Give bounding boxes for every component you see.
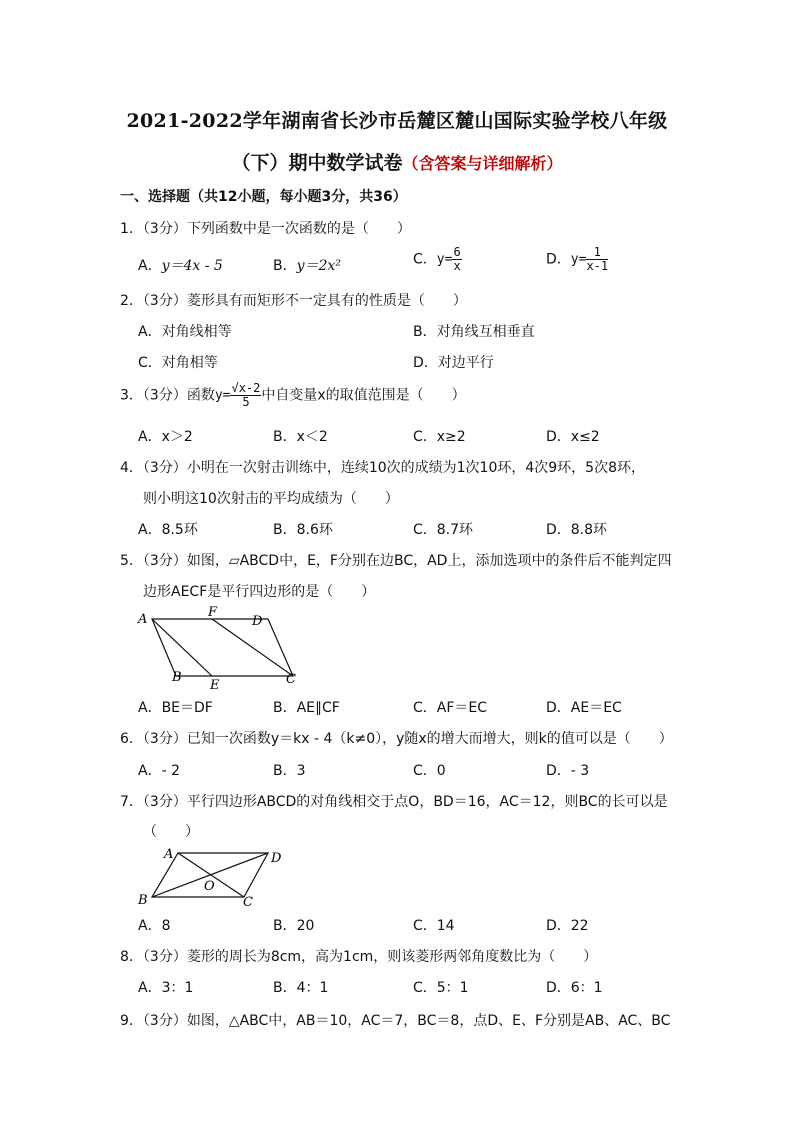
q7-option-b: B．20 — [273, 918, 315, 934]
subtitle-main: （下）期中数学试卷 — [231, 152, 403, 174]
q3-option-c: C．x≥2 — [413, 429, 466, 445]
label-d: D — [271, 851, 282, 866]
label-e: E — [210, 678, 220, 691]
page-subtitle — [0, 148, 794, 175]
q8-option-c: C．5：1 — [413, 980, 469, 996]
q4-option-b: B．8.6环 — [273, 522, 333, 538]
q4-option-a: A．8.5环 — [138, 522, 198, 538]
q2-option-d: D．对边平行 — [413, 355, 494, 371]
q1-option-d: D．y= $\frac{1}{x-1}$ — [546, 245, 609, 273]
q6-option-d: D．- 3 — [546, 763, 590, 779]
q2-option-a: A．对角线相等 — [138, 324, 232, 340]
q8-option-b: B．4：1 — [273, 980, 329, 996]
label-d: D — [252, 614, 263, 629]
label-a: A — [164, 847, 174, 862]
label-b: B — [138, 893, 148, 908]
q1-option-b: B．y＝2x² — [273, 258, 341, 274]
q4-stem-line2: 则小明这10次射击的平均成绩为（ ） — [143, 491, 399, 507]
q8-stem: 8．（3分）菱形的周长为8cm，高为1cm，则该菱形两邻角度数比为（ ） — [120, 949, 598, 965]
q3-stem: 3．（3分）函数y= $\frac{√x-2}{5}$ 中自变量x的取值范围是（ ） — [120, 381, 466, 409]
q7-option-d: D．22 — [546, 918, 589, 934]
label-c: C — [243, 895, 253, 910]
answer-note: （含答案与详细解析） — [402, 154, 563, 173]
q7-figure — [130, 842, 290, 910]
q6-option-b: B．3 — [273, 763, 306, 779]
segment-ae — [152, 619, 212, 676]
parallelogram-abcd — [152, 619, 293, 676]
q7-option-c: C．14 — [413, 918, 455, 934]
q5-option-d: D．AE＝EC — [546, 700, 622, 716]
q3-option-b: B．x＜2 — [273, 429, 328, 445]
q5-figure — [130, 603, 310, 691]
q7-stem-line1: 7．（3分）平行四边形ABCD的对角线相交于点O，BD＝16，AC＝12，则BC的长可以是 — [120, 794, 668, 810]
q3-option-a: A．x＞2 — [138, 429, 193, 445]
q6-stem: 6．（3分）已知一次函数y＝kx - 4（k≠0），y随x的增大而增大，则k的值可以是（ ） — [120, 731, 673, 747]
q9-stem: 9．（3分）如图，△ABC中，AB＝10，AC＝7，BC＝8，点D、E、F分别是AB、AC、BC — [120, 1013, 671, 1029]
q2-option-b: B．对角线互相垂直 — [413, 324, 535, 340]
q4-option-c: C．8.7环 — [413, 522, 474, 538]
q3-option-d: D．x≤2 — [546, 429, 600, 445]
q5-option-c: C．AF＝EC — [413, 700, 488, 716]
q5-stem-line2: 边形AECF是平行四边形的是（ ） — [143, 584, 376, 600]
q1-option-c: C．y= $\frac{6}{x}$ — [413, 245, 461, 273]
q4-option-d: D．8.8环 — [546, 522, 608, 538]
section-heading: 一、选择题（共12小题，每小题3分，共36） — [120, 189, 407, 205]
label-f: F — [208, 605, 218, 620]
q6-option-c: C．0 — [413, 763, 446, 779]
label-c: C — [286, 672, 296, 687]
label-a: A — [138, 612, 148, 627]
label-o: O — [204, 879, 215, 894]
q5-option-b: B．AE∥CF — [273, 700, 340, 716]
q8-option-a: A．3：1 — [138, 980, 194, 996]
q8-option-d: D．6：1 — [546, 980, 603, 996]
q2-stem: 2．（3分）菱形具有而矩形不一定具有的性质是（ ） — [120, 293, 467, 309]
q2-option-c: C．对角相等 — [138, 355, 218, 371]
label-b: B — [172, 670, 182, 685]
q7-stem-line2: （ ） — [143, 824, 199, 840]
q7-option-a: A．8 — [138, 918, 171, 934]
q1-stem: 1．（3分）下列函数中是一次函数的是（ ） — [120, 221, 411, 237]
q6-option-a: A．- 2 — [138, 763, 180, 779]
page-title: 2021-2022学年湖南省长沙市岳麓区麓山国际实验学校八年级 — [126, 110, 668, 132]
q5-stem-line1: 5．（3分）如图，▱ABCD中，E，F分别在边BC，AD上，添加选项中的条件后不能判定四 — [120, 553, 672, 569]
q5-option-a: A．BE＝DF — [138, 700, 213, 716]
q1-option-a: A．y＝4x - 5 — [138, 258, 223, 274]
q4-stem-line1: 4．（3分）小明在一次射击训练中，连续10次的成绩为1次10环，4次9环，5次8环， — [120, 460, 645, 476]
